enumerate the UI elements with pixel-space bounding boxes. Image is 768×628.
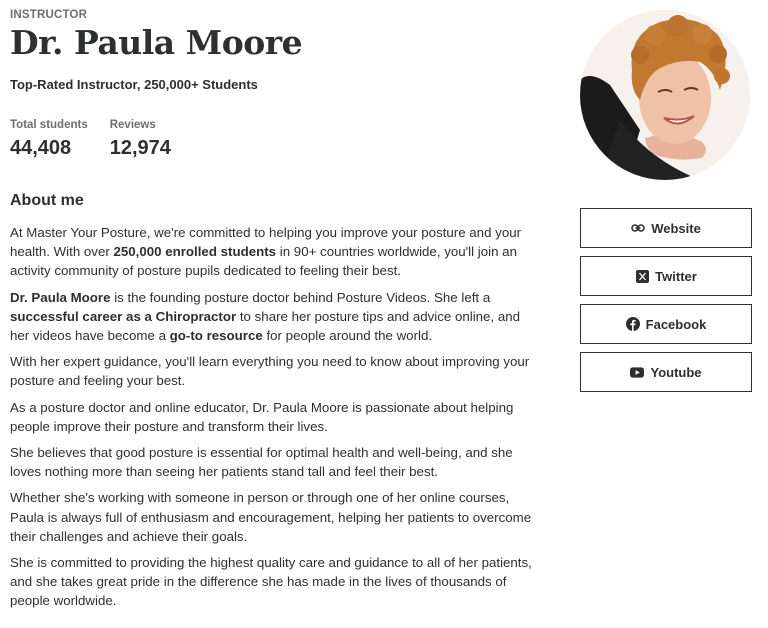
stats-row xyxy=(10,119,535,160)
instructor-name: Dr. Paula Moore xyxy=(10,23,303,62)
about-paragraph xyxy=(10,398,535,436)
about-text-run: As a posture doctor and online educator, Dr. Paula Moore is passionate about helping people improve their posture and transform their lives. xyxy=(10,399,514,434)
twitter-label: Twitter xyxy=(655,268,697,284)
about-highlight-text: go-to resource xyxy=(169,328,263,344)
about-paragraph xyxy=(10,553,535,611)
about-highlight-text: 250,000 enrolled students xyxy=(113,244,277,260)
youtube-label: Youtube xyxy=(650,364,702,380)
profile-main xyxy=(10,8,535,618)
about-text-run: for people around the world. xyxy=(262,328,433,344)
website-button[interactable] xyxy=(580,208,752,248)
website-label: Website xyxy=(651,220,701,236)
stat-value: 44,408 xyxy=(10,137,72,159)
about-paragraph xyxy=(10,288,535,346)
about-text-run: With her expert guidance, you'll learn everything you need to know about improving your posture and feeling your best. xyxy=(10,354,530,389)
about-text-run: She is committed to providing the highest quality care and guidance to all of her patients, and she takes great pride in the difference she has made in the lives of thousands of people worldwide. xyxy=(10,555,532,609)
about-text-run: to share her posture tips and advice online, and her videos have become a xyxy=(10,308,521,344)
stat-value: 12,974 xyxy=(109,137,171,159)
stat-label: Total students xyxy=(10,119,88,131)
stat-label: Reviews xyxy=(109,119,156,131)
stat-total-students xyxy=(10,119,88,160)
facebook-label: Facebook xyxy=(645,316,707,332)
twitter-button[interactable] xyxy=(580,256,752,296)
x-twitter-icon xyxy=(635,269,649,283)
about-paragraph xyxy=(10,352,535,390)
about-title: About me xyxy=(10,192,84,209)
youtube-button[interactable] xyxy=(580,352,752,392)
avatar-portrait-image xyxy=(580,10,750,180)
about-text-run: in 90+ countries worldwide, you'll join an activity community of posture pupils dedicated to feeling their best. xyxy=(10,244,517,279)
about-highlight-text: Dr. Paula Moore xyxy=(10,289,111,305)
facebook-button[interactable] xyxy=(580,304,752,344)
youtube-icon xyxy=(630,365,644,379)
about-text xyxy=(10,223,535,611)
link-icon xyxy=(631,221,645,235)
about-text-run: She believes that good posture is essential for optimal health and well-being, and she loves nothing more than seeing her patients stand tall and feel their best. xyxy=(10,445,513,480)
role-label: INSTRUCTOR xyxy=(10,9,88,21)
stat-reviews xyxy=(110,119,171,160)
about-paragraph xyxy=(10,223,535,281)
avatar xyxy=(580,10,750,180)
about-text-run: is the founding posture doctor behind Posture Videos. She left a xyxy=(110,289,491,305)
about-highlight-text: successful career as a Chiropractor xyxy=(10,308,237,324)
about-paragraph xyxy=(10,488,535,546)
social-links xyxy=(580,208,752,400)
about-text-run: Whether she's working with someone in person or through one of her online courses, Paula is always full of enthusiasm and encouragement, helping her patients to overcome their challenges and achieve their goals. xyxy=(10,490,532,544)
about-paragraph xyxy=(10,443,535,481)
instructor-headline: Top-Rated Instructor, 250,000+ Students xyxy=(10,77,258,92)
about-text-run: At Master Your Posture, we're committed to helping you improve your posture and your health. With over xyxy=(10,225,522,260)
facebook-icon xyxy=(626,317,640,331)
